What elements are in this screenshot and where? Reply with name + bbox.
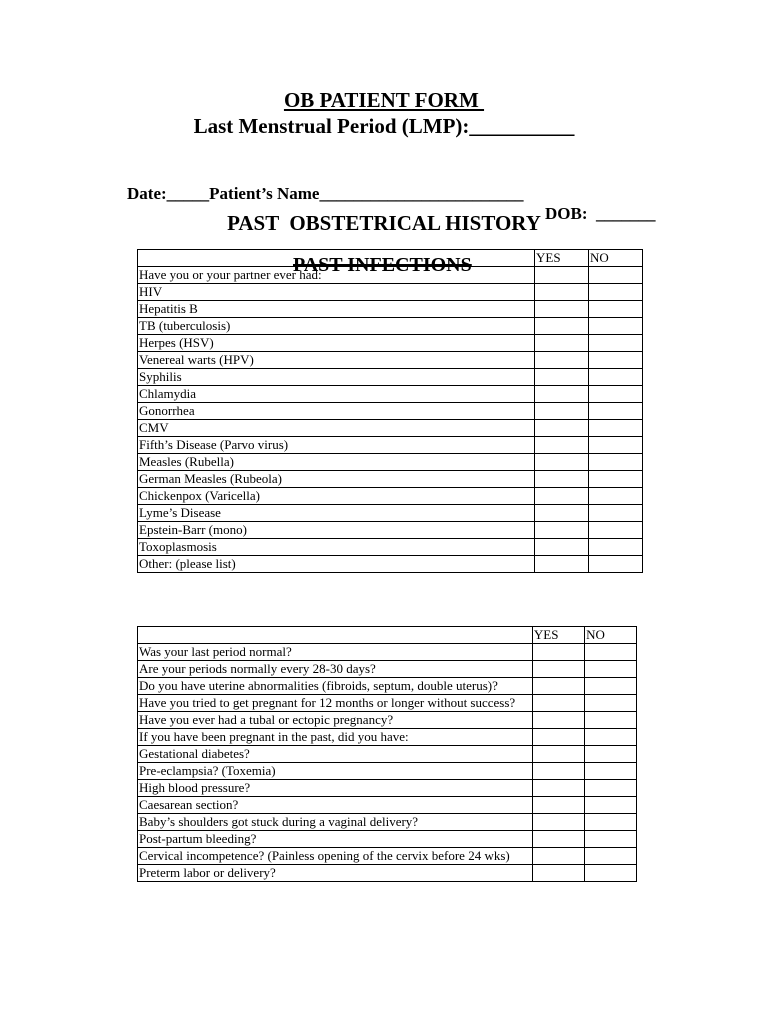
infection-yes-cell[interactable] bbox=[535, 335, 589, 352]
history-question: Do you have uterine abnormalities (fibroids, septum, double uterus)? bbox=[138, 678, 533, 695]
history-question: Caesarean section? bbox=[138, 797, 533, 814]
infection-question: Chickenpox (Varicella) bbox=[138, 488, 535, 505]
infection-question: Chlamydia bbox=[138, 386, 535, 403]
past-infections-table bbox=[137, 249, 643, 573]
infection-no-cell[interactable] bbox=[589, 352, 643, 369]
history-question: Have you ever had a tubal or ectopic pregnancy? bbox=[138, 712, 533, 729]
infection-no-cell[interactable] bbox=[589, 284, 643, 301]
infection-row bbox=[138, 454, 643, 471]
history-question: Preterm labor or delivery? bbox=[138, 865, 533, 882]
infection-question: German Measles (Rubeola) bbox=[138, 471, 535, 488]
history-yes-cell[interactable] bbox=[532, 746, 584, 763]
infection-row bbox=[138, 420, 643, 437]
history-no-cell[interactable] bbox=[585, 797, 637, 814]
infection-row bbox=[138, 522, 643, 539]
infection-row bbox=[138, 539, 643, 556]
history-row bbox=[138, 661, 637, 678]
infection-no-cell[interactable] bbox=[589, 369, 643, 386]
history-no-cell[interactable] bbox=[585, 848, 637, 865]
past-infections-heading: PAST INFECTIONS bbox=[293, 254, 472, 276]
infection-row bbox=[138, 471, 643, 488]
infection-no-header: NO bbox=[589, 250, 643, 267]
infection-question: Herpes (HSV) bbox=[138, 335, 535, 352]
infection-question: Fifth’s Disease (Parvo virus) bbox=[138, 437, 535, 454]
history-question: Post-partum bleeding? bbox=[138, 831, 533, 848]
infection-yes-cell[interactable] bbox=[535, 522, 589, 539]
infection-row bbox=[138, 556, 643, 573]
history-yes-cell[interactable] bbox=[532, 678, 584, 695]
history-no-cell[interactable] bbox=[585, 865, 637, 882]
history-row bbox=[138, 814, 637, 831]
history-row bbox=[138, 848, 637, 865]
infection-no-cell[interactable] bbox=[589, 420, 643, 437]
infection-row bbox=[138, 403, 643, 420]
infection-question: Have you or your partner ever had: bbox=[138, 267, 535, 284]
dob-field[interactable]: DOB: _______ bbox=[545, 204, 656, 223]
infection-row bbox=[138, 386, 643, 403]
infection-row bbox=[138, 284, 643, 301]
infection-no-cell[interactable] bbox=[589, 267, 643, 284]
history-yes-cell[interactable] bbox=[532, 814, 584, 831]
history-yes-cell[interactable] bbox=[532, 797, 584, 814]
infection-question: Hepatitis B bbox=[138, 301, 535, 318]
history-no-cell[interactable] bbox=[585, 780, 637, 797]
infection-no-cell[interactable] bbox=[589, 522, 643, 539]
history-row bbox=[138, 865, 637, 882]
infection-no-cell[interactable] bbox=[589, 488, 643, 505]
infection-question: Syphilis bbox=[138, 369, 535, 386]
history-question: Are your periods normally every 28-30 days? bbox=[138, 661, 533, 678]
history-yes-cell[interactable] bbox=[532, 848, 584, 865]
history-yes-cell[interactable] bbox=[532, 729, 584, 746]
infection-no-cell[interactable] bbox=[589, 539, 643, 556]
infection-no-cell[interactable] bbox=[589, 505, 643, 522]
history-row bbox=[138, 627, 637, 644]
history-row bbox=[138, 763, 637, 780]
infection-question: HIV bbox=[138, 284, 535, 301]
infection-row bbox=[138, 437, 643, 454]
history-no-cell[interactable] bbox=[585, 695, 637, 712]
history-question: If you have been pregnant in the past, did you have: bbox=[138, 729, 533, 746]
infection-yes-cell[interactable] bbox=[535, 505, 589, 522]
history-question: Gestational diabetes? bbox=[138, 746, 533, 763]
obstetric-history-table bbox=[137, 626, 637, 882]
infection-no-cell[interactable] bbox=[589, 471, 643, 488]
infection-no-cell[interactable] bbox=[589, 318, 643, 335]
history-row bbox=[138, 678, 637, 695]
infection-row bbox=[138, 318, 643, 335]
infection-row bbox=[138, 301, 643, 318]
infection-yes-cell[interactable] bbox=[535, 301, 589, 318]
history-question: Pre-eclampsia? (Toxemia) bbox=[138, 763, 533, 780]
infection-row bbox=[138, 369, 643, 386]
infection-no-cell[interactable] bbox=[589, 437, 643, 454]
history-no-cell[interactable] bbox=[585, 712, 637, 729]
history-yes-cell[interactable] bbox=[532, 644, 584, 661]
infection-row bbox=[138, 352, 643, 369]
history-yes-cell[interactable] bbox=[532, 661, 584, 678]
history-question: Was your last period normal? bbox=[138, 644, 533, 661]
history-row bbox=[138, 797, 637, 814]
history-question: Baby’s shoulders got stuck during a vaginal delivery? bbox=[138, 814, 533, 831]
infection-no-cell[interactable] bbox=[589, 403, 643, 420]
history-no-cell[interactable] bbox=[585, 644, 637, 661]
infection-no-cell[interactable] bbox=[589, 301, 643, 318]
infection-question: Measles (Rubella) bbox=[138, 454, 535, 471]
infection-yes-cell[interactable] bbox=[535, 539, 589, 556]
infection-question: Lyme’s Disease bbox=[138, 505, 535, 522]
date-patient-name-field[interactable]: Date:_____Patient’s Name________________________ bbox=[127, 184, 524, 203]
infection-yes-cell[interactable] bbox=[535, 369, 589, 386]
infection-yes-cell[interactable] bbox=[535, 556, 589, 573]
history-no-cell[interactable] bbox=[585, 661, 637, 678]
history-no-cell[interactable] bbox=[585, 746, 637, 763]
infection-yes-cell[interactable] bbox=[535, 284, 589, 301]
history-yes-header: YES bbox=[532, 627, 584, 644]
history-no-header: NO bbox=[585, 627, 637, 644]
infection-yes-cell[interactable] bbox=[535, 437, 589, 454]
history-row bbox=[138, 695, 637, 712]
history-yes-cell[interactable] bbox=[532, 865, 584, 882]
infection-no-cell[interactable] bbox=[589, 386, 643, 403]
history-no-cell[interactable] bbox=[585, 831, 637, 848]
form-title: OB PATIENT FORM bbox=[283, 88, 485, 112]
infection-question: Other: (please list) bbox=[138, 556, 535, 573]
infection-yes-cell[interactable] bbox=[535, 403, 589, 420]
infection-yes-header: YES bbox=[535, 250, 589, 267]
history-question: Have you tried to get pregnant for 12 months or longer without success? bbox=[138, 695, 533, 712]
lmp-field[interactable]: Last Menstrual Period (LMP):__________ bbox=[193, 114, 575, 138]
history-yes-cell[interactable] bbox=[532, 712, 584, 729]
history-no-cell[interactable] bbox=[585, 763, 637, 780]
infection-question: Gonorrhea bbox=[138, 403, 535, 420]
infection-row bbox=[138, 488, 643, 505]
infection-yes-cell[interactable] bbox=[535, 488, 589, 505]
infection-row bbox=[138, 505, 643, 522]
infection-no-cell[interactable] bbox=[589, 454, 643, 471]
infection-question: Toxoplasmosis bbox=[138, 539, 535, 556]
section-title: PAST OBSTETRICAL HISTORY bbox=[227, 211, 541, 235]
history-yes-cell[interactable] bbox=[532, 831, 584, 848]
history-row bbox=[138, 712, 637, 729]
infection-yes-cell[interactable] bbox=[535, 267, 589, 284]
history-no-cell[interactable] bbox=[585, 729, 637, 746]
history-question: High blood pressure? bbox=[138, 780, 533, 797]
infection-yes-cell[interactable] bbox=[535, 318, 589, 335]
history-yes-cell[interactable] bbox=[532, 695, 584, 712]
infection-no-cell[interactable] bbox=[589, 335, 643, 352]
infection-question: TB (tuberculosis) bbox=[138, 318, 535, 335]
history-no-cell[interactable] bbox=[585, 814, 637, 831]
history-row bbox=[138, 729, 637, 746]
infection-question: Epstein-Barr (mono) bbox=[138, 522, 535, 539]
history-yes-cell[interactable] bbox=[532, 780, 584, 797]
history-row bbox=[138, 780, 637, 797]
infection-no-cell[interactable] bbox=[589, 556, 643, 573]
infection-row bbox=[138, 335, 643, 352]
history-yes-cell[interactable] bbox=[532, 763, 584, 780]
infection-yes-cell[interactable] bbox=[535, 352, 589, 369]
history-row bbox=[138, 746, 637, 763]
history-no-cell[interactable] bbox=[585, 678, 637, 695]
history-row bbox=[138, 831, 637, 848]
infection-yes-cell[interactable] bbox=[535, 386, 589, 403]
infection-question: CMV bbox=[138, 420, 535, 437]
infection-yes-cell[interactable] bbox=[535, 420, 589, 437]
history-question bbox=[138, 627, 533, 644]
infection-question: Venereal warts (HPV) bbox=[138, 352, 535, 369]
infection-yes-cell[interactable] bbox=[535, 454, 589, 471]
history-row bbox=[138, 644, 637, 661]
history-question: Cervical incompetence? (Painless opening of the cervix before 24 wks) bbox=[138, 848, 533, 865]
infection-yes-cell[interactable] bbox=[535, 471, 589, 488]
